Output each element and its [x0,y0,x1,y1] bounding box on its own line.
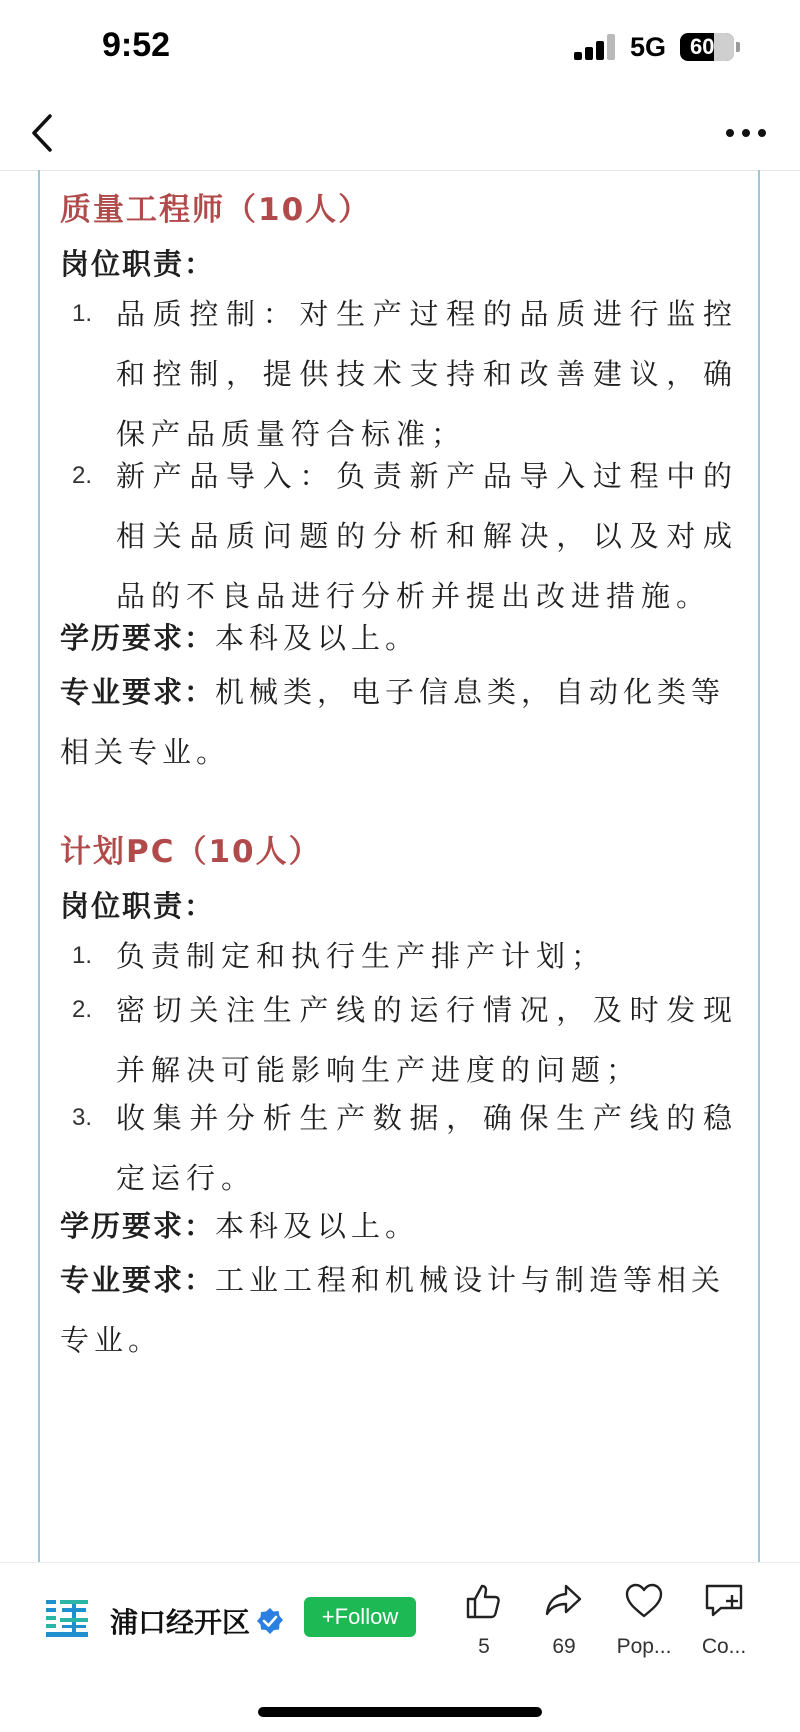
major-requirement [60,1250,738,1370]
verified-badge-icon [256,1607,284,1635]
account-name[interactable]: 浦口经开区 [110,1606,251,1639]
network-type: 5G [630,32,667,62]
duty-label: 岗位职责： [60,889,216,923]
status-bar [0,0,800,96]
follow-button[interactable]: +Follow [304,1597,416,1637]
list-number: 1. [72,942,93,969]
add-comment-icon [704,1581,744,1621]
list-text: 负责制定和执行生产排产计划； [116,939,607,973]
popular-label: Pop... [616,1635,672,1658]
signal-strength-icon [574,34,618,60]
list-number: 3. [72,1104,93,1131]
like-count: 5 [478,1635,490,1658]
ellipsis-icon[interactable] [724,122,768,144]
education-requirement [60,608,738,668]
comment-button[interactable] [684,1581,764,1659]
list-text: 品质控制：对生产过程的品质进行监控和控制，提供技术支持和改善建议，确保产品质量符合标准； [116,297,738,451]
chevron-left-icon[interactable] [26,110,62,156]
major-value: 机械类，电子信息类，自动化类等相关专业。 [60,675,726,769]
list-text: 新产品导入：负责新产品导入过程中的相关品质问题的分析和解决，以及对成品的不良品进行分析并提出改进措施。 [116,459,738,613]
education-value: 本科及以上。 [215,1209,420,1243]
education-requirement [60,1196,738,1256]
major-label: 专业要求： [60,675,216,709]
education-label: 学历要求： [60,1209,216,1243]
section-title-quality-engineer: 质量工程师（10人） [60,192,372,228]
list-text: 密切关注生产线的运行情况，及时发现并解决可能影响生产进度的问题； [116,993,738,1087]
nav-bar [0,96,800,171]
comment-label: Co... [701,1635,747,1658]
account-logo-icon[interactable] [44,1596,90,1642]
share-count: 69 [552,1635,576,1658]
bottom-action-bar [0,1562,800,1732]
battery-level: 60 [690,34,715,59]
like-button[interactable] [444,1581,524,1659]
education-label: 学历要求： [60,621,216,655]
share-arrow-icon [544,1581,584,1621]
battery-tip [736,42,740,52]
share-button[interactable] [524,1581,604,1659]
thumbs-up-icon [464,1581,504,1621]
list-number: 1. [72,300,93,327]
popular-button[interactable] [604,1581,684,1659]
major-requirement [60,662,738,782]
list-number: 2. [72,462,93,489]
major-label: 专业要求： [60,1263,216,1297]
education-value: 本科及以上。 [215,621,420,655]
status-time: 9:52 [102,26,171,64]
duty-label: 岗位职责： [60,247,216,281]
heart-icon [624,1581,664,1621]
section-title-plan-pc: 计划PC（10人） [60,834,322,870]
major-value: 工业工程和机械设计与制造等相关专业。 [60,1263,726,1357]
article-body [38,170,760,1562]
list-text: 收集并分析生产数据，确保生产线的稳定运行。 [116,1101,738,1195]
list-number: 2. [72,996,93,1023]
home-indicator [258,1707,542,1717]
battery-icon [680,33,734,61]
